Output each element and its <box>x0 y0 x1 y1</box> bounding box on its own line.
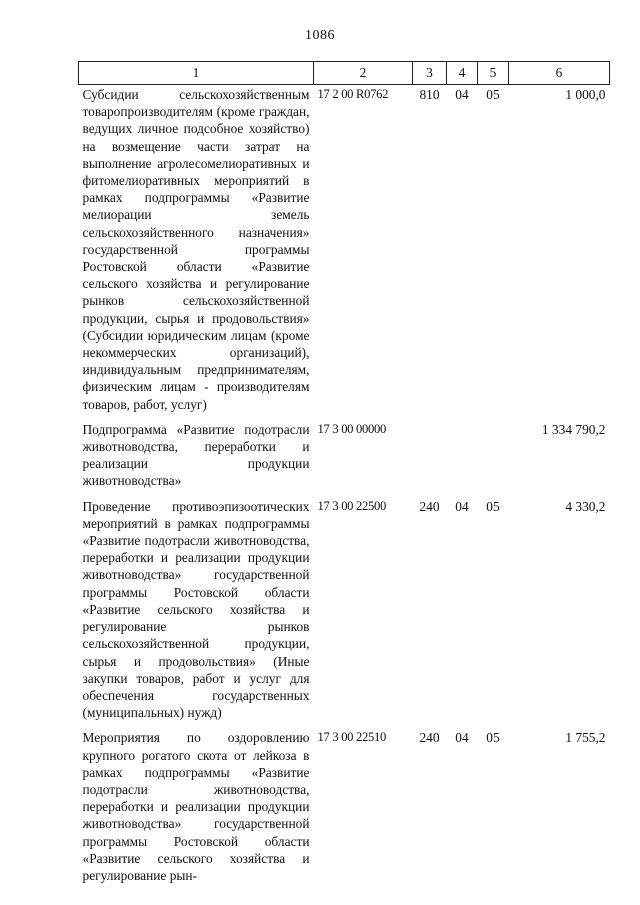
budget-table <box>78 61 610 884</box>
row-subsection: 05 <box>486 730 500 746</box>
page-number: 1086 <box>305 28 335 43</box>
row-name: Проведение противоэпизоотических мероприятий в рамках подпрограммы «Развитие подотрасли животноводства, переработки и реализации продукции животноводства» государственной программы Ростовской области «Развитие сельского хозяйства и регулирование рынков сельскохозяйственной продукции, сырья и продовольствия» (Иные закупки товаров, работ и услуг для обеспечения государственных (муниципальных) нужд) <box>82 498 310 721</box>
header-col-6: 6 <box>509 62 610 85</box>
row-section <box>447 420 478 497</box>
row-amount: 1 755,2 <box>565 730 606 746</box>
row-code: 17 2 00 R0762 <box>317 87 389 101</box>
row-expense-type: 240 <box>419 498 440 514</box>
table-body <box>79 85 610 885</box>
row-name: Мероприятия по оздоровлению крупного рогатого скота от лейкоза в рамках подпрограммы «Развитие подотрасли животноводства, переработки и реализации продукции животноводства» государственной программы Ростовской области «Развитие сельского хозяйства и регулирование рын- <box>82 730 310 883</box>
row-expense-type: 810 <box>419 87 440 102</box>
row-section: 04 <box>455 87 469 102</box>
header-col-3: 3 <box>413 62 447 85</box>
table-row <box>79 728 610 884</box>
header-row <box>79 62 610 85</box>
row-subsection: 05 <box>486 498 500 514</box>
table-row <box>79 85 610 420</box>
table-header <box>79 62 610 85</box>
row-section: 04 <box>455 730 469 746</box>
row-code: 17 3 00 00000 <box>317 421 387 436</box>
header-col-5: 5 <box>478 62 509 85</box>
row-expense-type <box>413 420 447 497</box>
row-code: 17 3 00 22510 <box>317 730 387 745</box>
row-code: 17 3 00 22500 <box>317 498 387 513</box>
header-col-2: 2 <box>314 62 413 85</box>
row-amount: 1 334 790,2 <box>541 421 606 437</box>
header-col-1: 1 <box>79 62 314 85</box>
row-section: 04 <box>455 498 469 514</box>
table-row <box>79 420 610 497</box>
row-subsection <box>478 420 509 497</box>
table-row <box>79 497 610 729</box>
row-subsection: 05 <box>486 87 500 102</box>
row-expense-type: 240 <box>419 730 440 746</box>
row-amount: 4 330,2 <box>565 498 606 514</box>
header-col-4: 4 <box>447 62 478 85</box>
row-amount: 1 000,0 <box>565 87 606 102</box>
row-name: Подпрограмма «Развитие подотрасли животноводства, переработки и реализации продукции животноводства» <box>82 421 310 489</box>
row-name: Субсидии сельскохозяйственным товаропроизводителям (кроме граждан, ведущих личное подсобное хозяйство) на возмещение части затрат на выполнение агролесомелиоративных и фитомелиоративных мероприятий в рамках подпрограммы «Развитие мелиорации земель сельскохозяйственного назначения» государственной программы Ростовской области «Развитие сельского хозяйства и регулирование рынков сельскохозяйственной продукции, сырья и продовольствия» (Субсидии юридическим лицам (кроме некоммерческих организаций), индивидуальным предпринимателям, физическим лицам - производителям товаров, работ, услуг) <box>82 87 310 412</box>
